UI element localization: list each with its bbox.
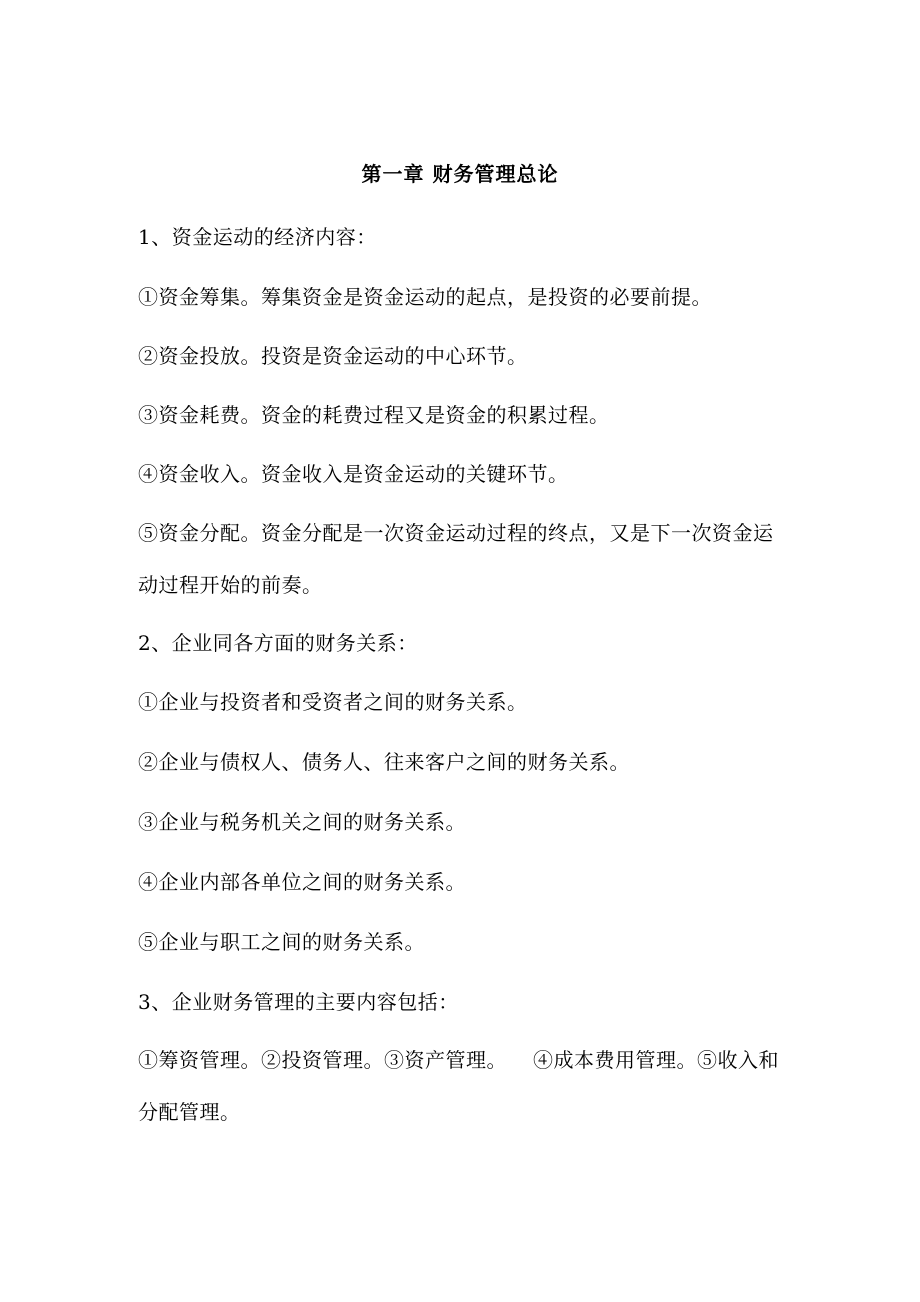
chapter-title: 第一章 财务管理总论: [361, 162, 559, 186]
section-1-item-4: ④资金收入。资金收入是资金运动的关键环节。: [138, 462, 569, 486]
section-2-item-5: ⑤企业与职工之间的财务关系。: [138, 930, 425, 954]
section-2-item-3: ③企业与税务机关之间的财务关系。: [138, 810, 466, 834]
section-3-content: [138, 1034, 788, 1138]
section-2-heading: 2、企业同各方面的财务关系：: [138, 631, 418, 655]
section-1-item-2: ②资金投放。投资是资金运动的中心环节。: [138, 344, 528, 368]
section-3-content-part-2: ④成本费用管理。⑤收入和分配管理。: [138, 1048, 779, 1124]
section-3-heading: 3、企业财务管理的主要内容包括：: [138, 990, 459, 1014]
section-3-content-part-1: ①筹资管理。②投资管理。③资产管理。: [138, 1048, 507, 1072]
section-1-heading: 1、资金运动的经济内容：: [138, 225, 377, 249]
section-1-item-5: ⑤资金分配。资金分配是一次资金运动过程的终点，又是下一次资金运动过程开始的前奏。: [138, 521, 774, 597]
section-1-item-1: ①资金筹集。筹集资金是资金运动的起点，是投资的必要前提。: [138, 285, 712, 309]
section-1-item-3: ③资金耗费。资金的耗费过程又是资金的积累过程。: [138, 403, 610, 427]
section-2-item-1: ①企业与投资者和受资者之间的财务关系。: [138, 690, 528, 714]
section-2-item-2: ②企业与债权人、债务人、往来客户之间的财务关系。: [138, 750, 630, 774]
section-2-item-4: ④企业内部各单位之间的财务关系。: [138, 870, 466, 894]
